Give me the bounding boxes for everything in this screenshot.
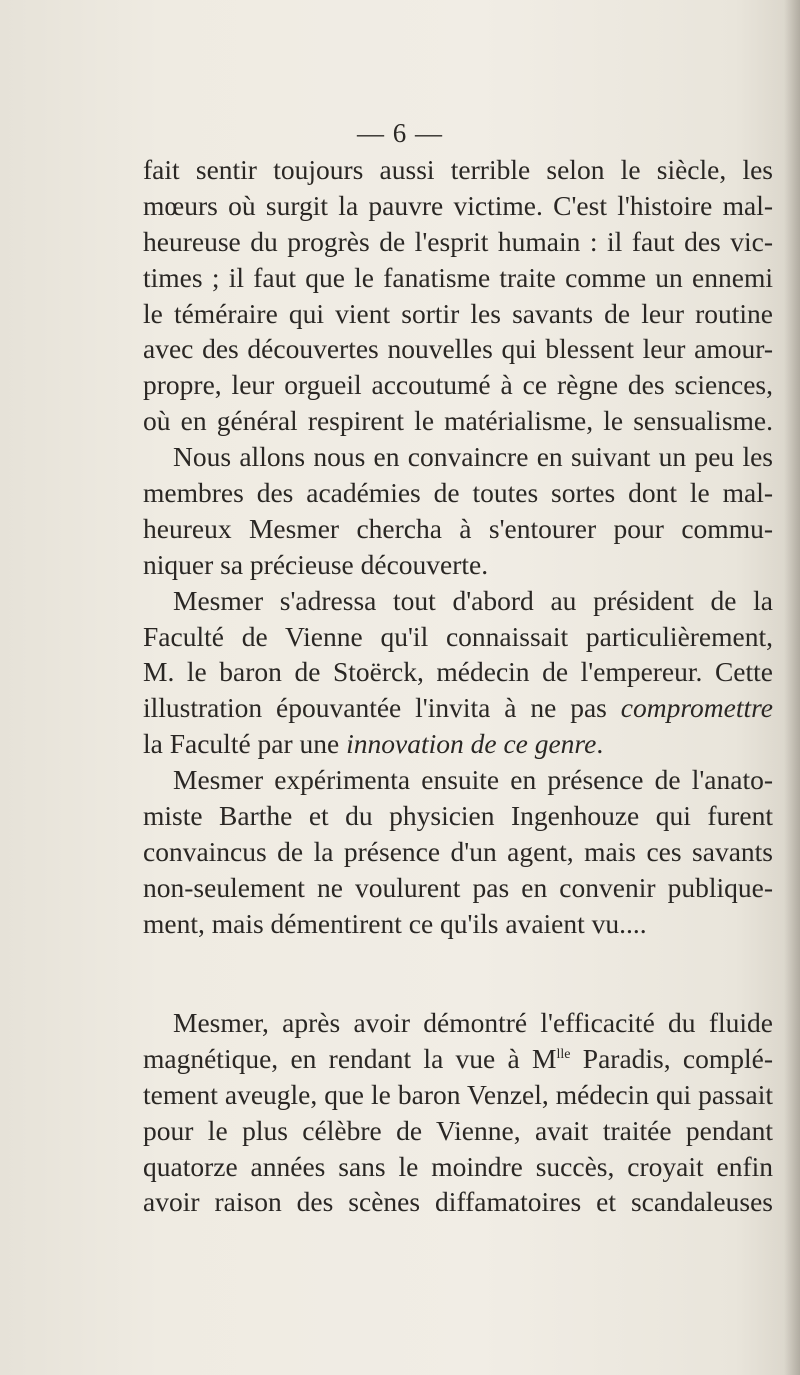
text-run: la Faculté par une bbox=[143, 728, 347, 760]
text-line: Nous allons nous en convaincre en suivant un peu les bbox=[173, 441, 773, 473]
text-line: avoir raison des scènes diffamatoires et scandaleuses bbox=[143, 1186, 773, 1218]
text-line: convaincus de la présence d'un agent, mais ces savants bbox=[143, 835, 773, 867]
text-line: propre, leur orgueil accoutumé à ce règne des sciences, bbox=[143, 369, 773, 401]
italic-text: innovation de ce genre bbox=[346, 728, 597, 760]
text-line: Mesmer expérimenta ensuite en présence de l'anato- bbox=[173, 764, 773, 796]
text-line: non-seulement ne voulurent pas en convenir publique- bbox=[143, 871, 773, 903]
text-line bbox=[143, 690, 773, 726]
text-line: Mesmer, après avoir démontré l'efficacité du fluide bbox=[173, 1007, 773, 1038]
superscript: lle bbox=[556, 1046, 571, 1062]
text-line: Mesmer s'adressa tout d'abord au président de la bbox=[173, 584, 773, 616]
text-line: où en général respirent le matérialisme, le sensualisme. bbox=[143, 405, 773, 437]
text-line: heureux Mesmer chercha à s'entourer pour commu- bbox=[143, 512, 773, 544]
text-line: times ; il faut que le fanatisme traite comme un ennemi bbox=[143, 261, 773, 293]
page-edge-shadow bbox=[784, 0, 800, 1375]
text-line: quatorze années sans le moindre succès, croyait enfin bbox=[143, 1150, 773, 1182]
text-line: tement aveugle, que le baron Venzel, médecin qui passait bbox=[143, 1078, 773, 1110]
main-text bbox=[143, 152, 773, 942]
text-line: niquer sa précieuse découverte. bbox=[143, 548, 489, 580]
text-line: pour le plus célèbre de Vienne, avait traitée pendant bbox=[143, 1114, 773, 1146]
text-line: mœurs où surgit la pauvre victime. C'est l'histoire mal- bbox=[143, 189, 773, 221]
text-line: M. le baron de Stoërck, médecin de l'empereur. Cette bbox=[143, 656, 773, 688]
text-run: . bbox=[596, 728, 604, 760]
text-line: ment, mais démentirent ce qu'ils avaient vu.... bbox=[143, 907, 647, 939]
page-number: — 6 — bbox=[357, 118, 443, 148]
section-text bbox=[143, 1005, 773, 1220]
text-line: avec des découvertes nouvelles qui blessent leur amour- bbox=[143, 333, 773, 365]
text-line: miste Barthe et du physicien Ingenhouze qui furent bbox=[143, 800, 773, 832]
italic-text: compromettre bbox=[620, 692, 773, 724]
text-run: illustration épouvantée l'invita à ne pas bbox=[143, 692, 621, 724]
text-line: fait sentir toujours aussi terrible selon le siècle, les bbox=[143, 154, 773, 185]
text-line bbox=[143, 726, 773, 762]
text-line: Faculté de Vienne qu'il connaissait particulièrement, bbox=[143, 620, 773, 652]
text-line: le téméraire qui vient sortir les savants de leur routine bbox=[143, 297, 773, 329]
text-line bbox=[143, 1041, 773, 1077]
text-run: magnétique, en rendant la vue à M bbox=[143, 1042, 557, 1074]
text-line: heureuse du progrès de l'esprit humain : il faut des vic- bbox=[143, 225, 773, 257]
text-line: membres des académies de toutes sortes dont le mal- bbox=[143, 477, 773, 509]
text-run: Paradis, complé- bbox=[570, 1042, 773, 1074]
